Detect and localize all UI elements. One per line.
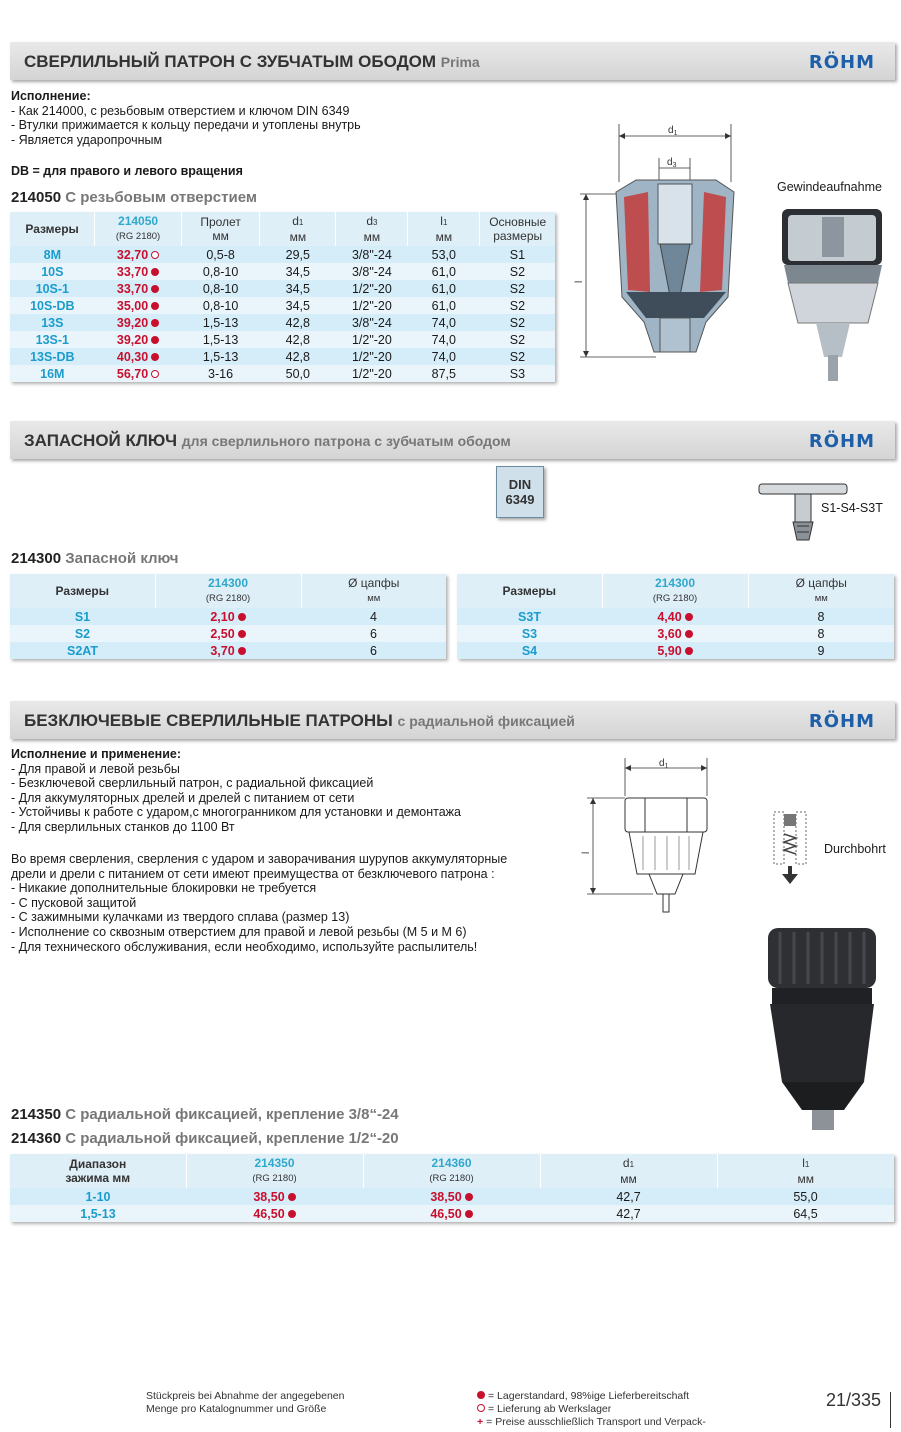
l1-cell: 87,5 [408, 365, 480, 382]
table-row [10, 263, 555, 280]
d1-cell: 42,7 [540, 1205, 717, 1222]
table-row [10, 280, 555, 297]
stock-standard-icon [238, 630, 246, 638]
svg-text:d1: $d_1$ [659, 758, 669, 770]
d3-cell: 3/8"-24 [336, 246, 408, 263]
stock-standard-icon [288, 1210, 296, 1218]
price-cell [95, 348, 182, 365]
base-size-cell: S3 [480, 365, 555, 382]
size-cell: S3 [457, 625, 602, 642]
base-size-cell: S2 [480, 280, 555, 297]
d3-cell: 1/2"-20 [336, 365, 408, 382]
d1-cell: 42,8 [260, 331, 336, 348]
l1-cell: 61,0 [408, 263, 480, 280]
l1-cell: 55,0 [717, 1188, 894, 1205]
price-value: 33,70 [116, 281, 149, 296]
table-row [10, 246, 555, 263]
din-badge: DIN 6349 [496, 466, 544, 518]
price-value: 35,00 [116, 298, 149, 313]
d1-cell: 34,5 [260, 263, 336, 280]
l1-cell: 64,5 [717, 1205, 894, 1222]
col-pin: Ø цапфы мм [301, 574, 446, 608]
page-number: 21/335 [825, 1390, 881, 1410]
range-cell: 0,8-10 [181, 263, 259, 280]
price-value: 46,50 [430, 1206, 462, 1221]
l1-cell: 53,0 [408, 246, 480, 263]
price-cell [95, 331, 182, 348]
stock-standard-icon [151, 285, 159, 293]
stock-standard-icon [685, 613, 693, 621]
col-article: 214300 (RG 2180) [155, 574, 301, 608]
article-heading-214360: 214360 С радиальной фиксацией, крепление 1/2“-20 [11, 1130, 399, 1147]
db-note: DB = для правого и левого вращения [11, 164, 243, 178]
stock-standard-icon [465, 1193, 473, 1201]
price-cell [95, 263, 182, 280]
size-cell: S4 [457, 642, 602, 659]
size-cell: S2AT [10, 642, 155, 659]
stock-standard-icon [238, 613, 246, 621]
col-l1: l1 мм [408, 212, 480, 246]
col-d1: d1 мм [540, 1154, 717, 1188]
col-pin: Ø цапфы мм [748, 574, 894, 608]
range-cell: 3-16 [181, 365, 259, 382]
stock-standard-icon [238, 647, 246, 655]
range-cell: 0,8-10 [181, 280, 259, 297]
price-cell [155, 625, 301, 642]
l1-cell: 74,0 [408, 331, 480, 348]
price-cell [155, 608, 301, 625]
table-row [10, 1205, 894, 1222]
size-cell: 13S [10, 314, 95, 331]
table-row [10, 642, 446, 659]
base-size-cell: S2 [480, 331, 555, 348]
table-row [457, 608, 894, 625]
l1-cell: 61,0 [408, 297, 480, 314]
base-size-cell: S1 [480, 246, 555, 263]
col-l1: l1 мм [717, 1154, 894, 1188]
keyless-table [10, 1154, 894, 1222]
range-cell: 1,5-13 [10, 1205, 186, 1222]
table-row [457, 642, 894, 659]
screw-icon [770, 808, 810, 890]
price-value: 3,60 [657, 626, 682, 641]
size-cell: 16M [10, 365, 95, 382]
pin-cell: 9 [748, 642, 894, 659]
stock-standard-icon [151, 268, 159, 276]
col-base: Основные размеры [480, 212, 555, 246]
price-value: 2,10 [210, 609, 235, 624]
table-row [10, 1188, 894, 1205]
price-value: 39,20 [116, 332, 149, 347]
price-value: 40,30 [116, 349, 149, 364]
svg-text:d3: $d_3$ [667, 157, 677, 169]
price-value: 3,70 [210, 643, 235, 658]
rohm-logo: RÖHM [808, 711, 875, 732]
size-cell: S2 [10, 625, 155, 642]
usage-block: Исполнение и применение: - Для правой и левой резьбы - Безключевой сверлильный патрон, с радиальной фиксацией - Для аккумуляторных дрелей и дрелей с питанием от сети - Устойчивы к работе с ударом,с многогранником для установки и демонтажа - Для сверлильных станков до 1100 Вт [11, 747, 461, 834]
article-heading-214050: 214050 С резьбовым отверстием [11, 189, 257, 206]
price-cell [95, 314, 182, 331]
price-value: 46,50 [253, 1206, 285, 1221]
article-heading-214300: 214300 Запасной ключ [11, 550, 179, 567]
range-cell: 1,5-13 [181, 314, 259, 331]
chuck-photo [778, 205, 888, 383]
price-cell-214360 [363, 1188, 540, 1205]
price-cell [95, 365, 182, 382]
l1-cell: 61,0 [408, 280, 480, 297]
page-rule [890, 1392, 891, 1428]
price-cell [95, 297, 182, 314]
col-article: 214050 (RG 2180) [95, 212, 182, 246]
table-row [10, 625, 446, 642]
stock-standard-icon [465, 1210, 473, 1218]
col-clamp-range: Диапазон зажима мм [10, 1154, 186, 1188]
d1-cell: 34,5 [260, 280, 336, 297]
col-d1: d1 мм [260, 212, 336, 246]
stock-standard-icon [685, 630, 693, 638]
stock-standard-icon [685, 647, 693, 655]
stock-standard-icon [151, 353, 159, 361]
key-table-left [10, 574, 446, 659]
plus-icon: + [477, 1416, 484, 1428]
col-range: Пролет мм [181, 212, 259, 246]
price-cell-214360 [363, 1205, 540, 1222]
price-cell-214350 [186, 1205, 363, 1222]
col-d3: d3 мм [336, 212, 408, 246]
price-cell [602, 625, 748, 642]
rohm-logo: RÖHM [808, 52, 875, 73]
legend: = Lagerstandard, 98%ige Lieferbereitschaft = Lieferung ab Werkslager + = Preise ausschließlich Transport und Verpack- [477, 1390, 706, 1428]
size-cell: 8M [10, 246, 95, 263]
pin-cell: 6 [301, 642, 446, 659]
chuck-table [10, 212, 555, 382]
col-article-214360: 214360 (RG 2180) [363, 1154, 540, 1188]
size-cell: 10S-DB [10, 297, 95, 314]
stock-standard-icon [288, 1193, 296, 1201]
price-value: 5,90 [657, 643, 682, 658]
range-cell: 0,8-10 [181, 297, 259, 314]
section-title: БЕЗКЛЮЧЕВЫЕ СВЕРЛИЛЬНЫЕ ПАТРОНЫ с радиальной фиксацией [24, 711, 575, 730]
factory-stock-icon [477, 1404, 485, 1412]
l1-cell: 74,0 [408, 348, 480, 365]
price-value: 38,50 [253, 1189, 285, 1204]
stock-standard-icon [151, 319, 159, 327]
price-value: 32,70 [116, 247, 149, 262]
col-article-214350: 214350 (RG 2180) [186, 1154, 363, 1188]
price-value: 2,50 [210, 626, 235, 641]
factory-stock-icon [151, 251, 159, 259]
size-cell: 13S-DB [10, 348, 95, 365]
d3-cell: 3/8"-24 [336, 314, 408, 331]
range-cell: 1,5-13 [181, 348, 259, 365]
svg-text:l: l [574, 280, 585, 283]
base-size-cell: S2 [480, 297, 555, 314]
range-cell: 1,5-13 [181, 331, 259, 348]
price-value: 33,70 [116, 264, 149, 279]
d1-cell: 34,5 [260, 297, 336, 314]
size-cell: 10S [10, 263, 95, 280]
size-cell: S1 [10, 608, 155, 625]
pin-cell: 4 [301, 608, 446, 625]
price-cell [155, 642, 301, 659]
price-cell [602, 642, 748, 659]
d1-cell: 42,8 [260, 348, 336, 365]
price-cell-214350 [186, 1188, 363, 1205]
stock-standard-icon [151, 336, 159, 344]
col-size: Размеры [10, 212, 95, 246]
execution-block: Исполнение: - Как 214000, с резьбовым отверстием и ключом DIN 6349 - Втулки прижимается к кольцу передачи и утоплены внутрь - Является ударопрочным [11, 89, 361, 147]
key-table-right [457, 574, 894, 659]
price-cell [95, 246, 182, 263]
d1-cell: 42,8 [260, 314, 336, 331]
table-row [10, 331, 555, 348]
svg-text:d1: $d_1$ [668, 125, 678, 137]
article-heading-214350: 214350 С радиальной фиксацией, крепление 3/8“-24 [11, 1106, 399, 1123]
col-size: Размеры [10, 574, 155, 608]
pin-cell: 8 [748, 608, 894, 625]
size-cell: S3T [457, 608, 602, 625]
range-cell: 1-10 [10, 1188, 186, 1205]
through-hole-label: Durchbohrt [824, 842, 886, 856]
d3-cell: 1/2"-20 [336, 297, 408, 314]
chuck-cutaway-drawing [576, 122, 756, 384]
base-size-cell: S2 [480, 263, 555, 280]
key-sizes-label: S1-S4-S3T [821, 501, 883, 515]
d1-cell: 50,0 [260, 365, 336, 382]
col-size: Размеры [457, 574, 602, 608]
table-row [10, 365, 555, 382]
d3-cell: 1/2"-20 [336, 331, 408, 348]
base-size-cell: S2 [480, 314, 555, 331]
size-cell: 13S-1 [10, 331, 95, 348]
pin-cell: 6 [301, 625, 446, 642]
size-cell: 10S-1 [10, 280, 95, 297]
range-cell: 0,5-8 [181, 246, 259, 263]
price-cell [602, 608, 748, 625]
stock-standard-icon [151, 302, 159, 310]
price-note: Stückpreis bei Abnahme der angegebenen Menge pro Katalognummer und Größe [146, 1390, 345, 1415]
col-article: 214300 (RG 2180) [602, 574, 748, 608]
d3-cell: 3/8"-24 [336, 263, 408, 280]
section-header-chuck [10, 42, 895, 80]
d3-cell: 1/2"-20 [336, 280, 408, 297]
base-size-cell: S2 [480, 348, 555, 365]
table-row [10, 348, 555, 365]
keyless-chuck-drawing [583, 756, 713, 916]
advantages-block: Во время сверления, сверления с ударом и заворачивания шурупов аккумуляторные дрели и дрели с питанием от сети имеют преимущества от безключевого патрона : - Никакие дополнительные блокировки не требуется - С пусковой защитой - С зажимными кулачками из твердого сплава (размер 13) - Исполнение со сквозным отверстием для правой и левой резьбы (М 5 и М 6) - Для технического обслуживания, если необходимо, используйте распылитель! [11, 852, 508, 954]
d3-cell: 1/2"-20 [336, 348, 408, 365]
stock-standard-icon [477, 1391, 485, 1399]
price-cell [95, 280, 182, 297]
table-row [10, 608, 446, 625]
rohm-logo: RÖHM [808, 431, 875, 452]
svg-text:l: l [581, 851, 592, 854]
d1-cell: 29,5 [260, 246, 336, 263]
price-value: 4,40 [657, 609, 682, 624]
table-row [10, 314, 555, 331]
section-header-key [10, 421, 895, 459]
table-row [10, 297, 555, 314]
section-title: ЗАПАСНОЙ КЛЮЧ для сверлильного патрона с зубчатым ободом [24, 431, 511, 450]
d1-cell: 42,7 [540, 1188, 717, 1205]
thread-mount-label: Gewindeaufnahme [777, 180, 882, 194]
price-value: 39,20 [116, 315, 149, 330]
price-value: 38,50 [430, 1189, 462, 1204]
pin-cell: 8 [748, 625, 894, 642]
table-row [457, 625, 894, 642]
keyless-chuck-photo [760, 922, 885, 1134]
price-value: 56,70 [116, 366, 149, 381]
section-title: СВЕРЛИЛЬНЫЙ ПАТРОН С ЗУБЧАТЫМ ОБОДОМ Prima [24, 52, 480, 71]
section-header-keyless [10, 701, 895, 739]
factory-stock-icon [151, 370, 159, 378]
l1-cell: 74,0 [408, 314, 480, 331]
